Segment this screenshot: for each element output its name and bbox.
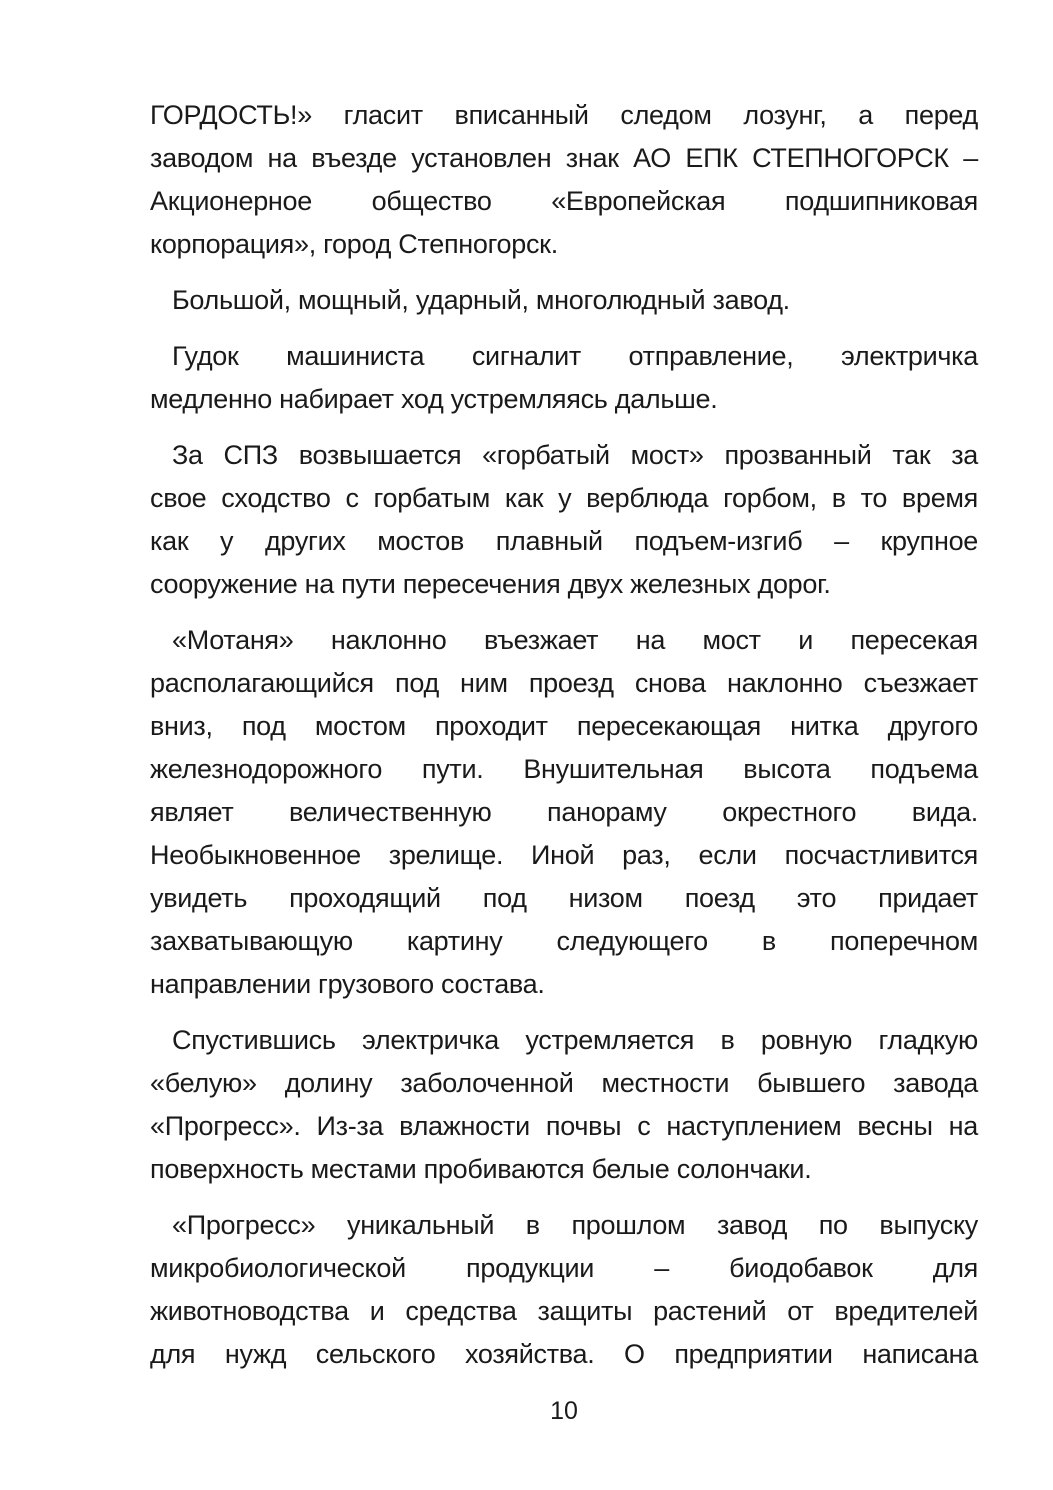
paragraph	[150, 1204, 978, 1376]
text-line: ГОРДОСТЬ!» гласит вписанный следом лозунг, а перед	[150, 100, 978, 130]
text-line: «Прогресс». Из-за влажности почвы с наступлением весны на	[150, 1111, 978, 1141]
text-line: микробиологической продукции – биодобавок для	[150, 1253, 978, 1283]
text-line: животноводства и средства защиты растений от вредителей	[150, 1296, 978, 1326]
text-line: как у других мостов плавный подъем-изгиб – крупное	[150, 526, 978, 556]
text-line: «белую» долину заболоченной местности бывшего завода	[150, 1068, 978, 1098]
paragraph	[150, 279, 978, 322]
text-line: Спустившись электричка устремляется в ровную гладкую	[172, 1025, 978, 1055]
text-line: являет величественную панораму окрестного вида.	[150, 797, 978, 827]
text-line: корпорация», город Степногорск.	[150, 229, 558, 259]
text-line: медленно набирает ход устремляясь дальше.	[150, 384, 718, 414]
text-line: Гудок машиниста сигналит отправление, электричка	[172, 341, 978, 371]
text-line: сооружение на пути пересечения двух железных дорог.	[150, 569, 831, 599]
text-line: железнодорожного пути. Внушительная высота подъема	[150, 754, 978, 784]
text-line: увидеть проходящий под низом поезд это придает	[150, 883, 978, 913]
body-text	[150, 94, 978, 1389]
text-line: заводом на въезде установлен знак АО ЕПК СТЕПНОГОРСК –	[150, 143, 978, 173]
text-line: поверхность местами пробиваются белые солончаки.	[150, 1154, 812, 1184]
paragraph	[150, 94, 978, 266]
text-line: располагающийся под ним проезд снова наклонно съезжает	[150, 668, 978, 698]
text-line: свое сходство с горбатым как у верблюда горбом, в то время	[150, 483, 978, 513]
paragraph	[150, 619, 978, 1006]
text-line: для нужд сельского хозяйства. О предприятии написана	[150, 1339, 978, 1369]
text-line: «Мотаня» наклонно въезжает на мост и пересекая	[172, 625, 978, 655]
paragraph	[150, 1019, 978, 1191]
paragraph	[150, 434, 978, 606]
paragraph	[150, 335, 978, 421]
text-line: Акционерное общество «Европейская подшипниковая	[150, 186, 978, 216]
text-line: «Прогресс» уникальный в прошлом завод по выпуску	[172, 1210, 978, 1240]
text-line: направлении грузового состава.	[150, 969, 545, 999]
text-line: За СПЗ возвышается «горбатый мост» прозванный так за	[172, 440, 978, 470]
text-line: Большой, мощный, ударный, многолюдный завод.	[172, 285, 790, 315]
text-line: Необыкновенное зрелище. Иной раз, если посчастливится	[150, 840, 978, 870]
text-line: вниз, под мостом проходит пересекающая нитка другого	[150, 711, 978, 741]
text-line: захватывающую картину следующего в поперечном	[150, 926, 978, 956]
page-footer	[150, 1396, 978, 1426]
page-number: 10	[550, 1397, 578, 1425]
